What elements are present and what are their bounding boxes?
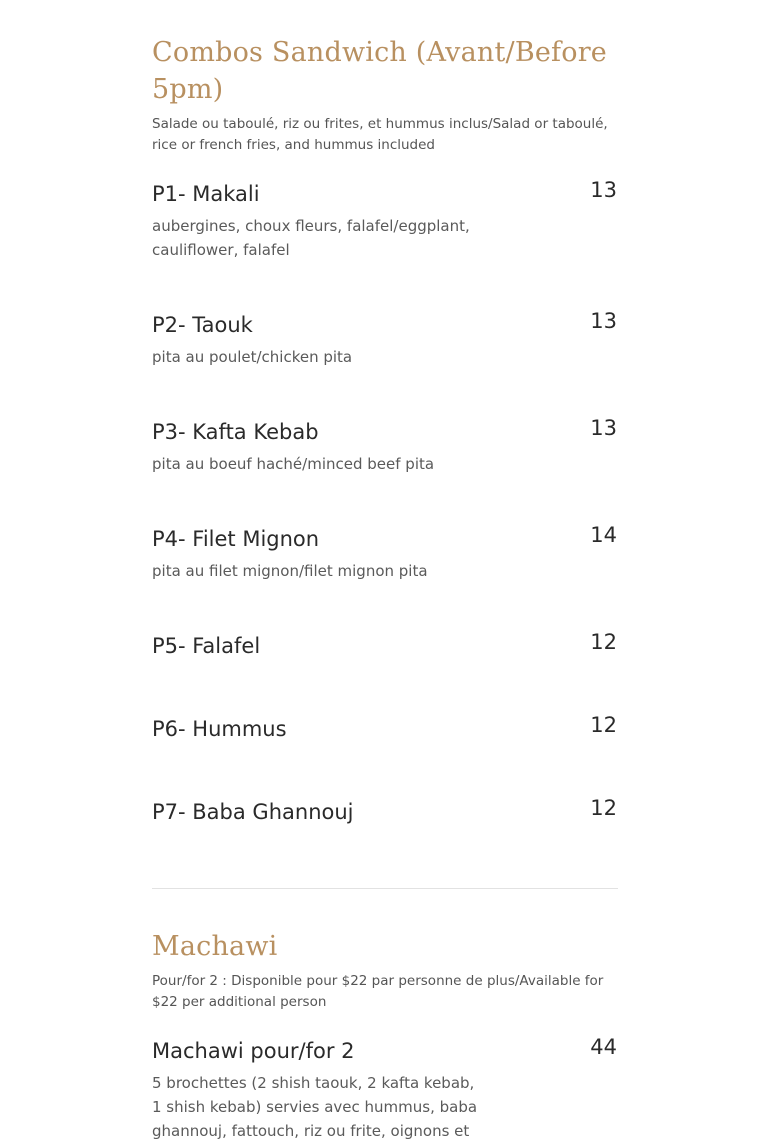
- item-name: P7- Baba Ghannouj: [152, 800, 354, 824]
- section-combos-sandwich: [152, 34, 618, 156]
- item-description: pita au poulet/chicken pita: [152, 348, 353, 366]
- item-description: aubergines, choux fleurs, falafel/eggplant, cauliflower, falafel: [152, 217, 470, 259]
- item-name: P1- Makali: [152, 182, 260, 206]
- menu-item-p2: [152, 311, 618, 369]
- item-price: 13: [590, 416, 617, 440]
- item-name: P6- Hummus: [152, 717, 287, 741]
- menu-item-p6: [152, 715, 618, 743]
- section-description: Pour/for 2 : Disponible pour $22 par personne de plus/Available for $22 per additional person: [152, 973, 604, 1010]
- menu-item-machawi: [152, 1037, 618, 1143]
- section-description: Salade ou taboulé, riz ou frites, et hummus inclus/Salad or taboulé, rice or french fries, and hummus included: [152, 116, 608, 153]
- item-name: P5- Falafel: [152, 634, 261, 658]
- menu-item-p4: [152, 525, 618, 583]
- item-price: 12: [590, 630, 617, 654]
- item-description: pita au boeuf haché/minced beef pita: [152, 455, 435, 473]
- section-title: Combos Sandwich (Avant/Before 5pm): [152, 37, 607, 105]
- section-title: Machawi: [152, 931, 278, 962]
- item-price: 13: [590, 309, 617, 333]
- section-divider: [152, 888, 618, 889]
- item-description: 5 brochettes (2 shish taouk, 2 kafta kebab, 1 shish kebab) servies avec hummus, baba ghannouj, fattouch, riz ou frite, oignons et: [152, 1074, 478, 1140]
- item-name: P3- Kafta Kebab: [152, 420, 319, 444]
- menu-item-p5: [152, 632, 618, 660]
- item-name: P4- Filet Mignon: [152, 527, 320, 551]
- item-price: 13: [590, 178, 617, 202]
- menu-item-p3: [152, 418, 618, 476]
- item-price: 12: [590, 796, 617, 820]
- item-name: Machawi pour/for 2: [152, 1039, 355, 1063]
- item-price: 44: [590, 1035, 617, 1059]
- item-price: 12: [590, 713, 617, 737]
- item-price: 14: [590, 523, 617, 547]
- section-machawi: [152, 928, 618, 1013]
- menu-item-p1: [152, 180, 618, 262]
- item-name: P2- Taouk: [152, 313, 253, 337]
- menu-item-p7: [152, 798, 618, 826]
- item-description: pita au filet mignon/filet mignon pita: [152, 562, 428, 580]
